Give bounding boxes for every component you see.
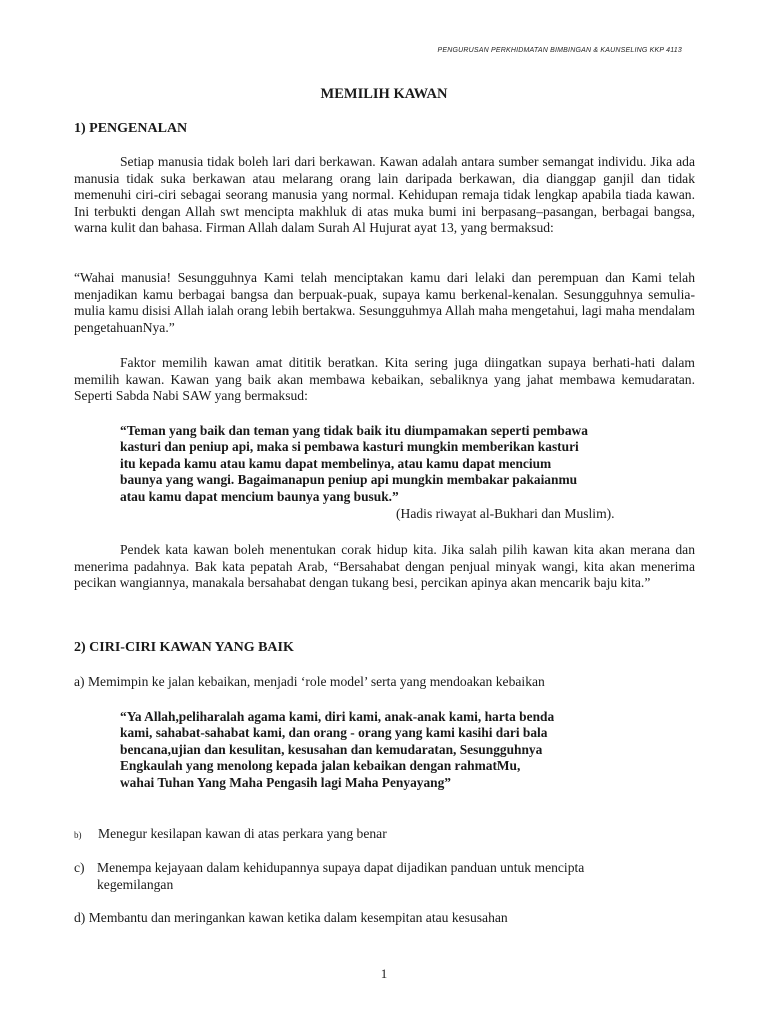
hadith-line: “Teman yang baik dan teman yang tidak baik itu diumpamakan seperti pembawa	[120, 423, 588, 438]
prayer-line: wahai Tuhan Yang Maha Pengasih lagi Maha Penyayang”	[120, 774, 451, 790]
hadith-quote	[120, 423, 680, 505]
prayer-line: kami, sahabat-sahabat kami, dan orang - orang yang kami kasihi dari bala	[120, 725, 548, 741]
list-item-c	[74, 860, 584, 893]
list-item-a: a) Memimpin ke jalan kebaikan, menjadi ‘role model’ serta yang mendoakan kebaikan	[74, 674, 545, 689]
list-item-b	[74, 826, 387, 844]
running-header: PENGURUSAN PERKHIDMATAN BIMBINGAN & KAUNSELING KKP 4113	[437, 47, 682, 54]
conclusion-paragraph: Pendek kata kawan boleh menentukan corak hidup kita. Jika salah pilih kawan kita akan merana dan menerima padahnya. Bak kata pepatah Arab, “Bersahabat dengan penjual minyak wangi, kita akan menerima pecikan wangiannya, manakala bersahabat dengan tukang besi, percikan apinya akan mencarik baju kita.”	[74, 542, 695, 591]
section2-heading: 2) CIRI-CIRI KAWAN YANG BAIK	[74, 640, 294, 655]
list-item-b-text: Menegur kesilapan kawan di atas perkara yang benar	[98, 826, 387, 841]
factor-paragraph: Faktor memilih kawan amat dititik beratkan. Kita sering juga diingatkan supaya berhati-hati dalam memilih kawan. Kawan yang baik akan membawa kebaikan, sebaliknya yang jahat membawa kemudaratan. Seperti Sabda Nabi SAW yang bermaksud:	[74, 355, 695, 404]
list-marker-c: c)	[74, 860, 85, 875]
quran-quote: “Wahai manusia! Sesungguhnya Kami telah menciptakan kamu dari lelaki dan perempuan dan Kami telah menjadikan kamu berbagai bangsa dan berpuak-puak, supaya kamu berkenal-kenalan. Sesungguhnya semulia-mulia kamu disisi Allah ialah orang lebih bertakwa. Sesungguhmya Allah maha mengetahui, lagi maha mendalam pengetahuanNya.”	[74, 270, 695, 335]
prayer-line: Engkaulah yang menolong kepada jalan kebaikan dengan rahmatMu,	[120, 758, 521, 774]
section1-heading: 1) PENGENALAN	[74, 121, 188, 136]
hadith-line: baunya yang wangi. Bagaimanapun peniup api mungkin membakar pakaianmu	[120, 472, 578, 488]
page-title: MEMILIH KAWAN	[320, 86, 448, 102]
hadith-line: kasturi dan peniup api, maka si pembawa kasturi mungkin memberikan kasturi	[120, 439, 579, 455]
list-item-c-text-line1: Menempa kejayaan dalam kehidupannya supaya dapat dijadikan panduan untuk mencipta	[97, 860, 585, 875]
hadith-line: itu kepada kamu atau kamu dapat membelinya, atau kamu dapat mencium	[120, 455, 552, 471]
list-item-d: d) Membantu dan meringankan kawan ketika dalam kesempitan atau kesusahan	[74, 910, 508, 925]
hadith-citation: (Hadis riwayat al-Bukhari dan Muslim).	[396, 506, 615, 521]
prayer-line: bencana,ujian dan kesulitan, kesusahan dan kemudaratan, Sesungguhnya	[120, 741, 543, 757]
intro-paragraph: Setiap manusia tidak boleh lari dari berkawan. Kawan adalah antara sumber semangat individu. Jika ada manusia tidak suka berkawan atau melarang orang lain daripada berkawan, dia dianggap ganjil dan tidak memenuhi ciri-ciri sebagai seorang manusia yang normal. Kehidupan remaja tidak lengkap apabila tiada kawan. Ini terbukti dengan Allah swt mencipta makhluk di atas muka bumi ini berpasang–pasangan, berbagai bangsa, warna kulit dan bahasa. Firman Allah dalam Surah Al Hujurat ayat 13, yang bermaksud:	[74, 154, 695, 236]
list-item-c-text-line2: kegemilangan	[97, 876, 174, 892]
page-number: 1	[380, 966, 388, 981]
prayer-line: “Ya Allah,peliharalah agama kami, diri kami, anak-anak kami, harta benda	[120, 709, 555, 724]
prayer-quote	[120, 709, 680, 791]
list-marker-b: b)	[74, 830, 82, 840]
hadith-line: atau kamu dapat mencium baunya yang busuk.”	[120, 488, 399, 504]
